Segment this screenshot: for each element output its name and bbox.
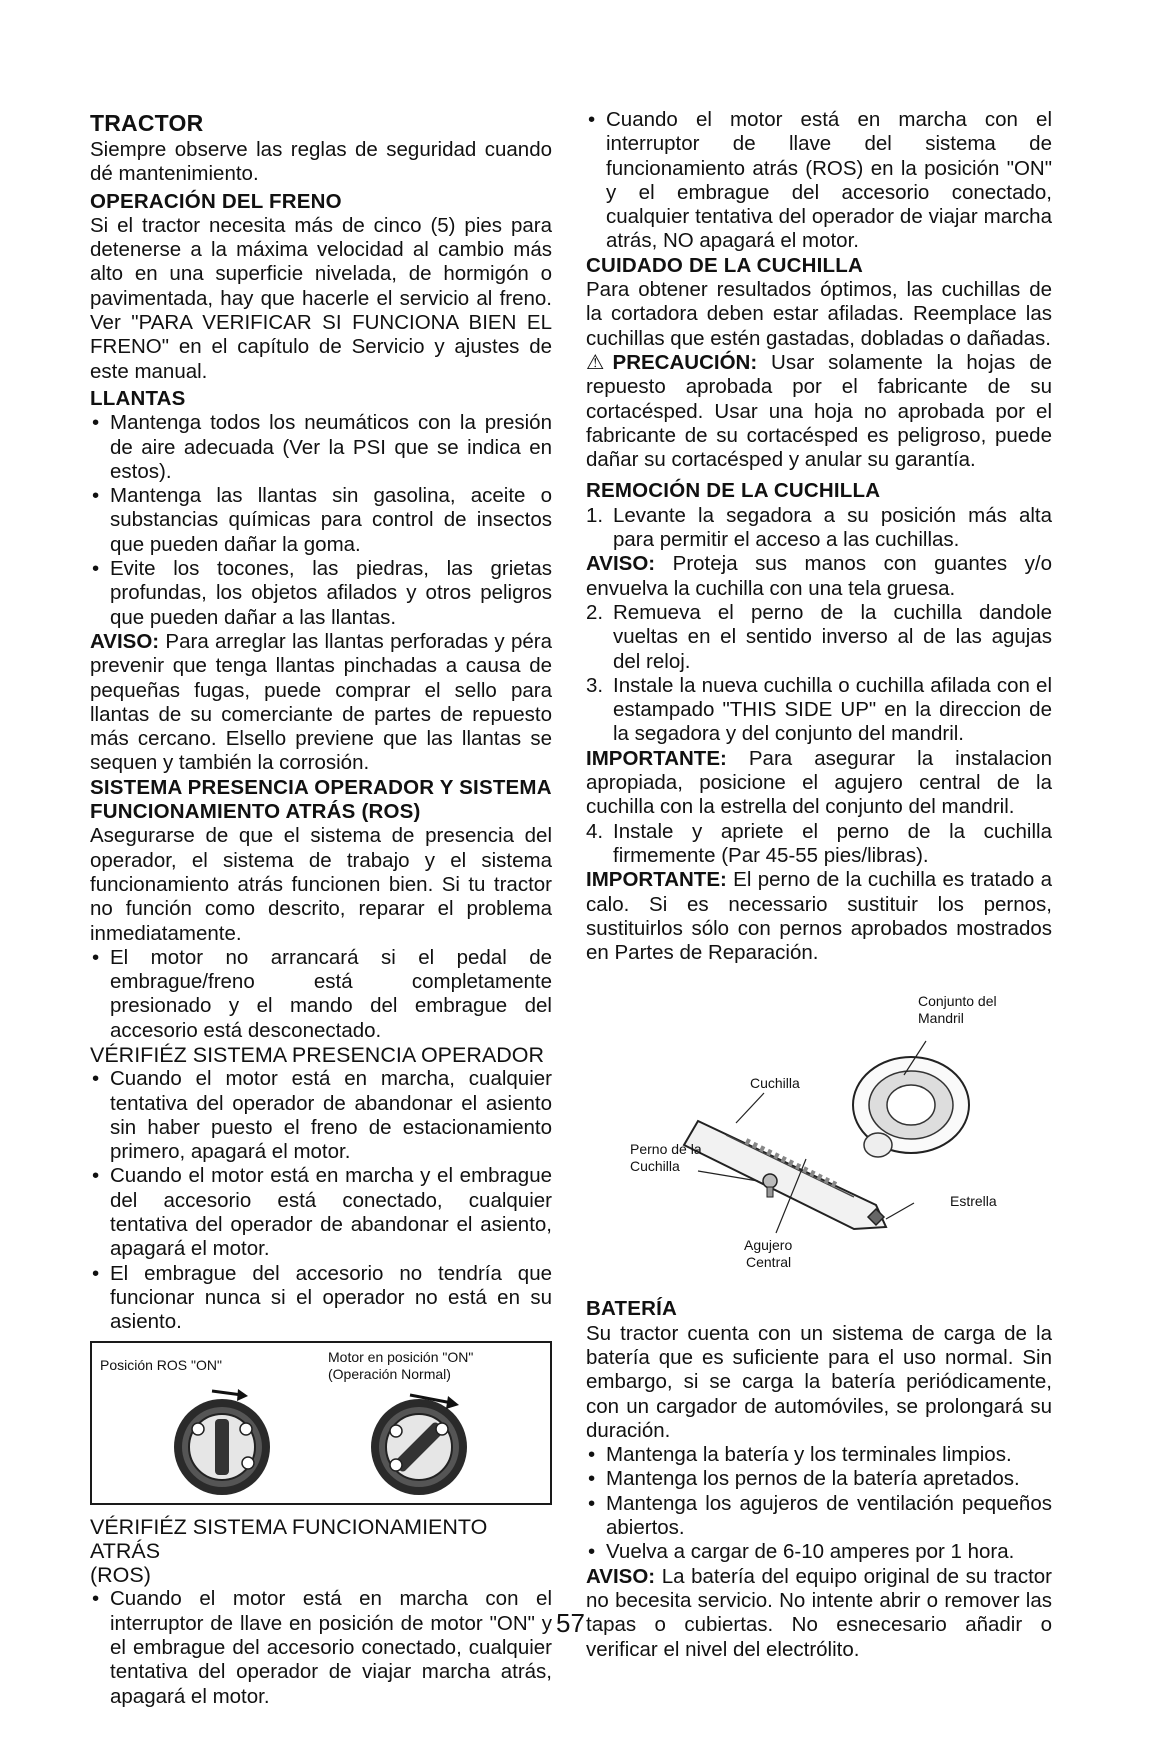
caution-text: Usar solamente la hojas de repuesto aprobada por el fabricante de su cortacésped. Usar una hoja no aprobada por el fabricante de su cortacésped es peligroso, puede dañar su cortacésped y anular su garantía. xyxy=(586,350,1052,472)
ignition-switch-illustration xyxy=(92,1343,552,1503)
battery-notice xyxy=(586,1565,1052,1662)
list-item: • Cuando el motor está en marcha con el interruptor de llave del sistema de funcionamiento atrás (ROS) en la posición "ON" y el embrague del accesorio conectado, cualquier tentativa del operador de viajar marcha atrás, NO apagará el motor. xyxy=(586,108,1052,254)
step-number: 4. xyxy=(586,819,604,843)
label-spindle-2: Mandril xyxy=(918,1010,964,1027)
heading-verify-operator: VÉRIFIÉZ SISTEMA PRESENCIA OPERADOR xyxy=(90,1042,544,1067)
left-column xyxy=(90,108,552,1709)
battery-text: Su tractor cuenta con un sistema de carga de la batería que es suficiente para el uso normal. Sin embargo, si se carga la batería periódicamente, con un cargador de automóviles, se prolongará su duración. xyxy=(586,1321,1052,1442)
page-number: 57 xyxy=(556,1608,585,1638)
heading-blade-removal: REMOCIÓN DE LA CUCHILLA xyxy=(586,479,881,503)
ros-switch-icon xyxy=(174,1389,270,1495)
label-hole-1: Agujero xyxy=(744,1237,793,1254)
motor-on-caption-2: (Operación Normal) xyxy=(328,1365,451,1382)
list-item xyxy=(586,601,1052,674)
brake-text: Si el tractor necesita más de cinco (5) pies para detenerse a la máxima velocidad al cambio más alto en una superficie nivelada, de hormigón o pavimentada, hay que hacerle el servicio al freno. Ver "PARA VERIFICAR SI FUNCIONA BIEN EL FRENO" en el capítulo de Servicio y ajustes de este manual. xyxy=(90,213,552,383)
verify-operator-list xyxy=(90,1067,552,1334)
important-text: El perno de la cuchilla es tratado a calo. Si es necessario sustituir los pernos, sustituirlos sólo con pernos aprobados mostrados en Partes de Reparación. xyxy=(586,868,1053,965)
step-number: 2. xyxy=(586,600,604,624)
blade-bolt-shape xyxy=(763,1174,777,1197)
label-bolt-1: Perno de la xyxy=(630,1141,702,1158)
list-item xyxy=(586,504,1052,553)
list-item: • Cuando el motor está en marcha con el interruptor de llave en posición de motor "ON" y el embrague del accesorio conectado, cualquier tentativa del operador de viajar marcha atrás, apagará el motor. xyxy=(90,1587,552,1708)
heading-verify-ros-2: (ROS) xyxy=(90,1563,151,1588)
label-blade: Cuchilla xyxy=(750,1075,800,1092)
notice-label: AVISO: xyxy=(586,1564,656,1588)
label-bolt-2: Cuchilla xyxy=(630,1158,680,1175)
important-label: IMPORTANTE: xyxy=(586,746,727,770)
important-2 xyxy=(586,868,1052,965)
list-item: • Mantenga la batería y los terminales limpios. xyxy=(586,1443,1052,1467)
list-item: • Mantenga todos los neumáticos con la presión de aire adecuada (Ver la PSI que se indica en estos). xyxy=(90,411,552,484)
ros-on-caption: Posición ROS "ON" xyxy=(100,1356,222,1373)
list-item xyxy=(586,674,1052,747)
battery-list xyxy=(586,1443,1052,1564)
removal-steps-b xyxy=(586,601,1052,747)
notice-label: AVISO: xyxy=(90,629,160,653)
motor-on-switch-icon xyxy=(371,1395,467,1495)
label-hole-2: Central xyxy=(746,1254,792,1271)
list-item: • Cuando el motor está en marcha y el embrague del accesorio está conectado, cualquier tentativa del operador de abandonar el asiento, apagará el motor. xyxy=(90,1164,552,1261)
system-list xyxy=(90,946,552,1043)
step-text: Instale y apriete el perno de la cuchilla firmemente (Par 45-55 pies/libras). xyxy=(613,819,1052,867)
system-text: Asegurarse de que el sistema de presencia del operador, el sistema de trabajo y el sistema funcionamiento atrás funcionen bien. Si tu tractor no función como descrito, reparar el problema inmediatamente. xyxy=(90,824,552,945)
list-item: • Evite los tocones, las piedras, las grietas profundas, los objetos afilados y otros peligros que pueden dañar a las llantas. xyxy=(90,557,552,630)
section-title-tractor: TRACTOR xyxy=(90,110,204,136)
tires-list xyxy=(90,411,552,630)
heading-tires: LLANTAS xyxy=(90,386,186,410)
step-number: 1. xyxy=(586,503,604,527)
step-number: 3. xyxy=(586,673,604,697)
heading-system-2: FUNCIONAMIENTO ATRÁS (ROS) xyxy=(90,800,421,824)
blade-assembly-illustration xyxy=(586,975,1052,1285)
spindle-assembly-shape xyxy=(853,1057,969,1157)
blade-care-text: Para obtener resultados óptimos, las cuchillas de la cortadora deben estar afiladas. Reemplace las cuchillas que estén gastadas, dobladas o dañadas. xyxy=(586,278,1052,350)
motor-on-caption-1: Motor en posición "ON" xyxy=(328,1348,474,1365)
removal-steps-c xyxy=(586,820,1052,869)
step-text: Instale la nueva cuchilla o cuchilla afilada con el estampado "THIS SIDE UP" en la direccion de la segadora y del conjunto del mandril. xyxy=(613,673,1052,746)
label-spindle-1: Conjunto del xyxy=(918,993,997,1010)
notice-text: Para arreglar las llantas perforadas y péra prevenir que tenga llantas pinchadas a causa de pequeñas fugas, puede comprar el sello para llantas de su comerciante de partes de repuesto más cercano. Elsello previene que las llantas se sequen y también la corrosión. xyxy=(90,629,552,775)
notice-text: La batería del equipo original de su tractor no becesita servicio. No intente abrir o remover las tapas o cubiertas. No esnecesario añadir o verificar el nivel del electrólito. xyxy=(586,1564,1052,1661)
heading-blade-care: CUIDADO DE LA CUCHILLA xyxy=(586,253,863,277)
leader-line xyxy=(736,1093,764,1123)
list-item: • El motor no arrancará si el pedal de embrague/freno está completamente presionado y el mando del embrague del accesorio está desconectado. xyxy=(90,946,552,1043)
step-text: Remueva el perno de la cuchilla dandole vueltas en el sentido inverso al de las agujas del reloj. xyxy=(613,600,1052,673)
right-column xyxy=(586,108,1052,1662)
list-item: • El embrague del accesorio no tendría que funcionar nunca si el operador no está en su asiento. xyxy=(90,1262,552,1335)
list-item: • Mantenga los pernos de la batería apretados. xyxy=(586,1467,1052,1491)
important-label: IMPORTANTE: xyxy=(586,868,727,892)
caution-paragraph xyxy=(586,351,1052,472)
notice-label: AVISO: xyxy=(586,552,656,576)
important-1 xyxy=(586,747,1052,820)
list-item: • Mantenga las llantas sin gasolina, aceite o substancias químicas para control de insectos que pueden dañar la goma. xyxy=(90,484,552,557)
leader-line xyxy=(886,1203,914,1219)
list-item: • Cuando el motor está en marcha, cualquier tentativa del operador de abandonar el asiento sin haber puesto el freno de estacionamiento primero, apagará el motor. xyxy=(90,1067,552,1164)
list-item: • Mantenga los agujeros de ventilación pequeños abiertos. xyxy=(586,1492,1052,1541)
blade-diagram xyxy=(586,975,1052,1285)
intro-text: Siempre observe las reglas de seguridad cuando dé mantenimiento. xyxy=(90,138,552,186)
verify-ros-list xyxy=(90,1587,552,1708)
heading-brake: OPERACIÓN DEL FRENO xyxy=(90,189,342,213)
caution-label: ⚠PRECAUCIÓN: xyxy=(586,350,758,374)
ros-continued-list xyxy=(586,108,1052,254)
tires-notice xyxy=(90,630,552,776)
removal-notice xyxy=(586,552,1052,601)
list-item xyxy=(586,820,1052,869)
heading-verify-ros-1: VÉRIFIÉZ SISTEMA FUNCIONAMIENTO ATRÁS xyxy=(90,1514,488,1563)
ros-key-figure xyxy=(90,1341,552,1505)
notice-text: Proteja sus manos con guantes y/o envuelva la cuchilla con una tela gruesa. xyxy=(586,552,1052,600)
important-text: Para asegurar la instalacion apropiada, posicione el agujero central de la cuchilla con la estrella del conjunto del mandril. xyxy=(586,746,1053,819)
blade-shape xyxy=(684,1121,886,1229)
list-item: • Vuelva a cargar de 6-10 amperes por 1 hora. xyxy=(586,1540,1052,1564)
step-text: Levante la segadora a su posición más alta para permitir el acceso a las cuchillas. xyxy=(613,503,1052,552)
heading-system-1: SISTEMA PRESENCIA OPERADOR Y SISTEMA xyxy=(90,775,552,799)
label-star: Estrella xyxy=(950,1193,997,1210)
removal-steps-a xyxy=(586,504,1052,553)
heading-battery: BATERÍA xyxy=(586,1297,677,1321)
